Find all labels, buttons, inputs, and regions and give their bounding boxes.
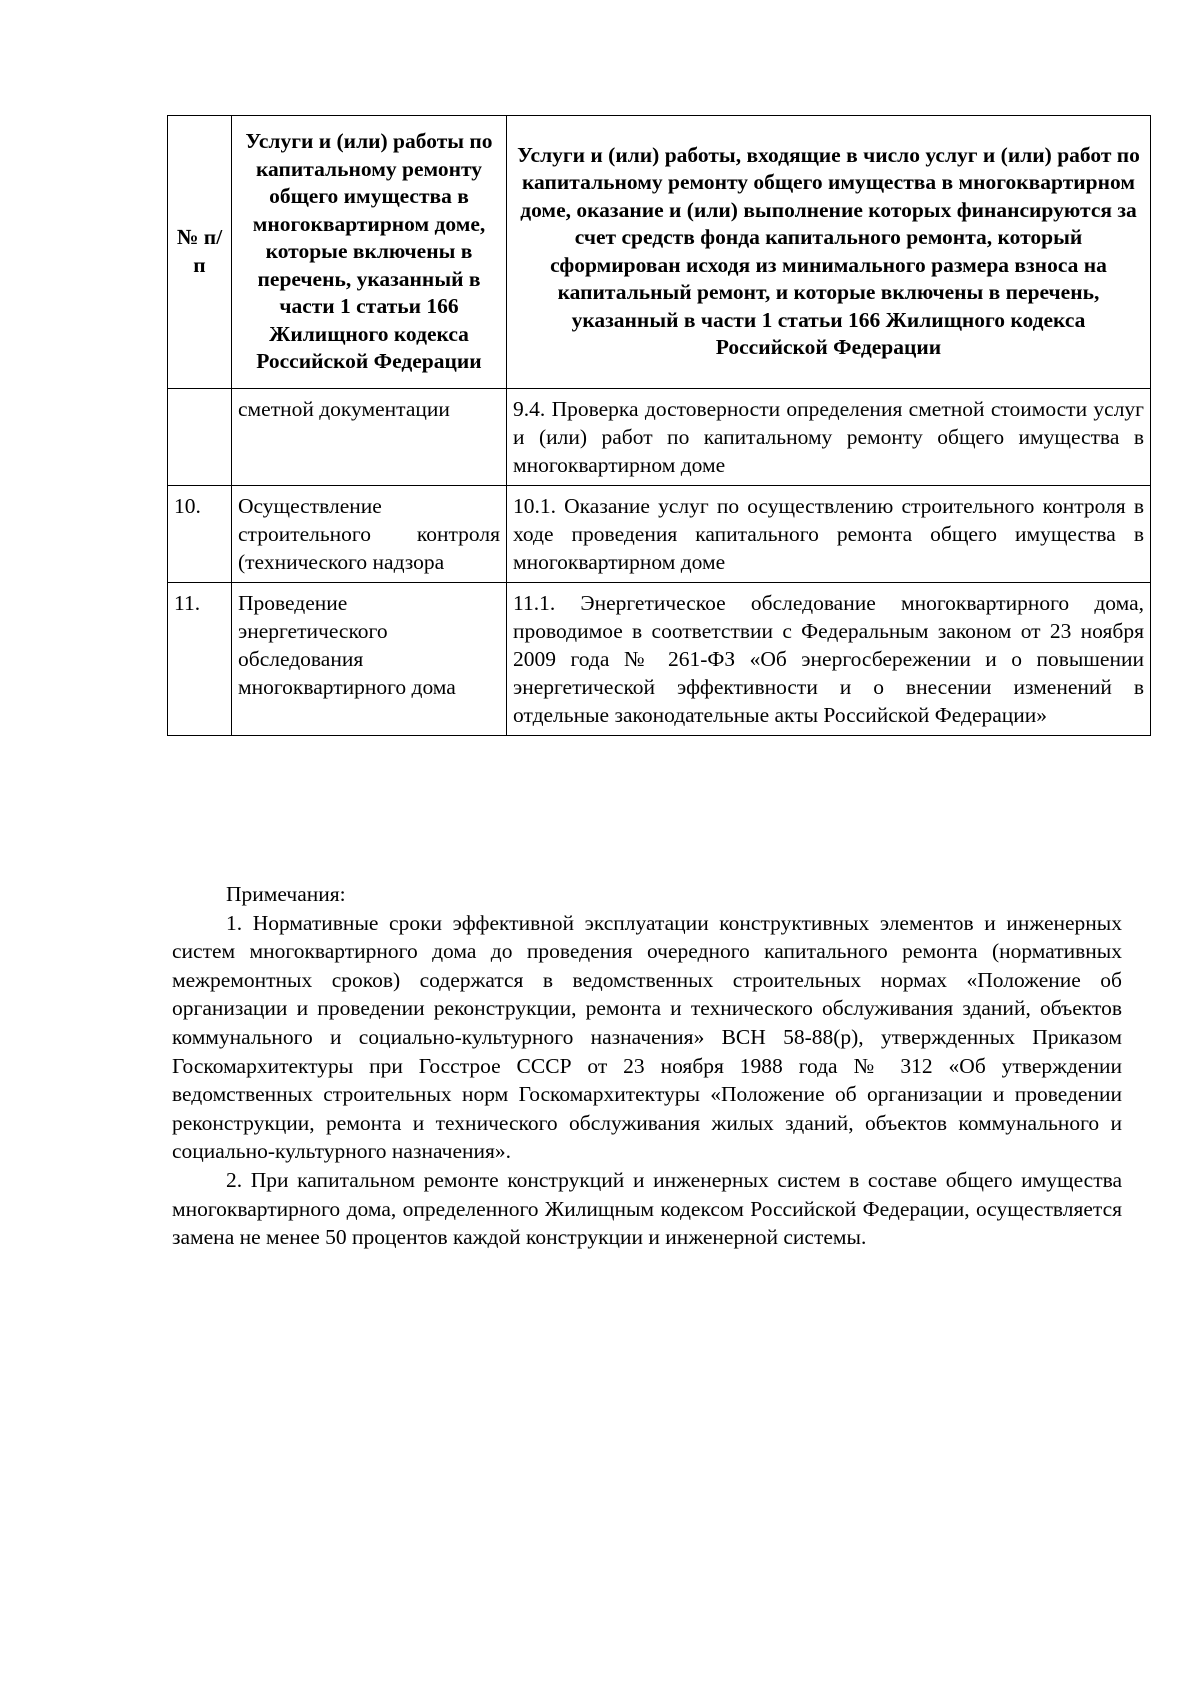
note-item-1: 1. Нормативные сроки эффективной эксплуатации конструктивных элементов и инженерных систем многоквартирного дома до проведения очередного капитального ремонта (нормативных межремонтных сроков) содержатся в ведомственных строительных нормах «Положение об организации и проведении реконструкции, ремонта и технического обслуживания зданий, объектов коммунального и социально-культурного назначения» ВСН 58-88(р), утвержденных Приказом Госкомархитектуры при Госстрое СССР от 23 ноября 1988 года № 312 «Об утверждении ведомственных строительных норм Госкомархитектуры «Положение об организации и проведении реконструкции, ремонта и технического обслуживания жилых зданий, объектов коммунального и социально-культурного назначения». xyxy=(172,910,1122,1164)
notes-title: Примечания: xyxy=(226,882,346,906)
table-row xyxy=(168,582,1151,735)
row-num: 10. xyxy=(168,485,232,582)
note-item-2: 2. При капитальном ремонте конструкций и инженерных систем в составе общего имущества многоквартирного дома, определенного Жилищным кодексом Российской Федерации, осуществляется замена не менее 50 процентов каждой конструкции и инженерной системы. xyxy=(172,1167,1122,1250)
row-detail: 11.1. Энергетическое обследование многоквартирного дома, проводимое в соответствии с Федеральным законом от 23 ноября 2009 года № 261-ФЗ «Об энергосбережении и о повышении энергетической эффективности и о внесении изменений в отдельные законодательные акты Российской Федерации» xyxy=(507,582,1151,735)
table-header-row xyxy=(168,116,1151,389)
row-detail: 9.4. Проверка достоверности определения сметной стоимости услуг и (или) работ по капитальному ремонту общего имущества в многоквартирном доме xyxy=(507,388,1151,485)
notes-section xyxy=(172,880,1122,1252)
header-num: № п/п xyxy=(168,116,232,389)
header-service: Услуги и (или) работы по капитальному ремонту общего имущества в многоквартирном доме, которые включены в перечень, указанный в части 1 статьи 166 Жилищного кодекса Российской Федерации xyxy=(232,116,507,389)
row-num xyxy=(168,388,232,485)
table-row xyxy=(168,388,1151,485)
capital-repair-works-table xyxy=(167,115,1151,736)
row-detail: 10.1. Оказание услуг по осуществлению строительного контроля в ходе проведения капитального ремонта общего имущества в многоквартирном доме xyxy=(507,485,1151,582)
header-detail: Услуги и (или) работы, входящие в число услуг и (или) работ по капитальному ремонту общего имущества в многоквартирном доме, оказание и (или) выполнение которых финансируются за счет средств фонда капитального ремонта, который сформирован исходя из минимального размера взноса на капитальный ремонт, и которые включены в перечень, указанный в части 1 статьи 166 Жилищного кодекса Российской Федерации xyxy=(507,116,1151,389)
row-service: Осуществление строительного контроля (технического надзора xyxy=(232,485,507,582)
row-num: 11. xyxy=(168,582,232,735)
row-service: сметной документации xyxy=(232,388,507,485)
table-row xyxy=(168,485,1151,582)
row-service: Проведение энергетического обследования многоквартирного дома xyxy=(232,582,507,735)
